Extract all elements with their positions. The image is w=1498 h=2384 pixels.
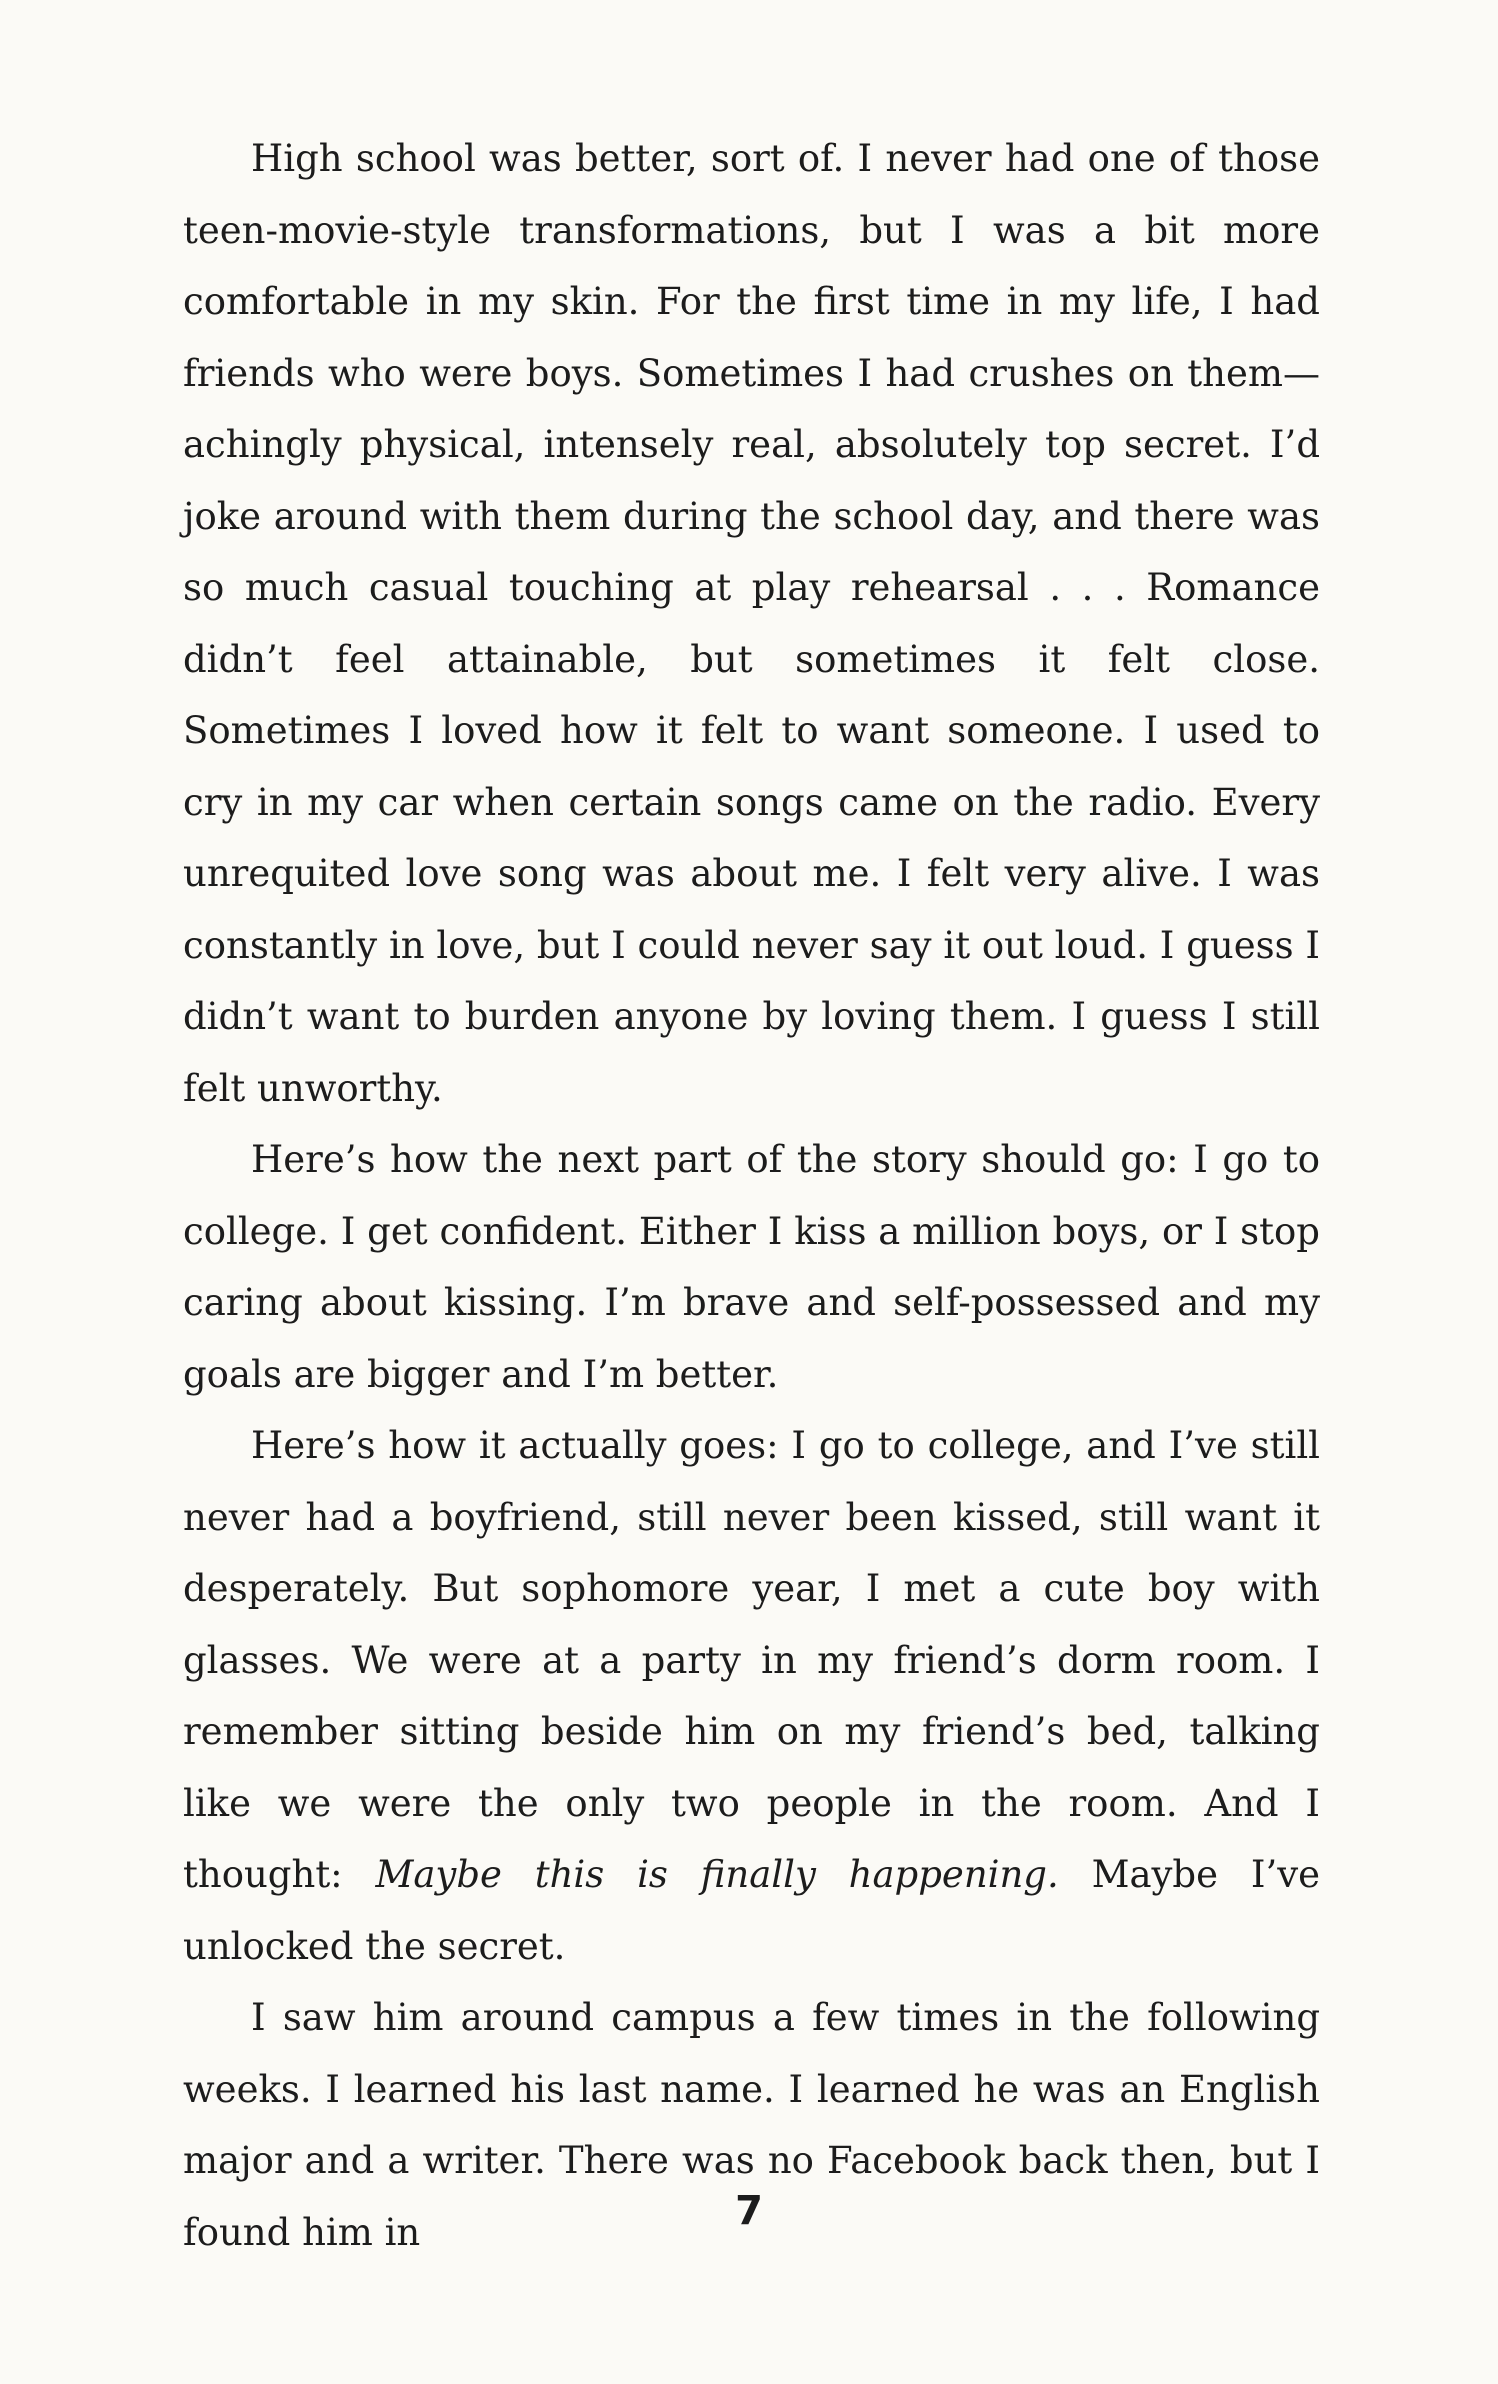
paragraph-3 — [183, 1410, 1320, 1982]
paragraph-2: Here’s how the next part of the story should go: I go to college. I get confident. Either I kiss a million boys, or I stop caring about kissing. I’m brave and self-possessed and my goals are bigger and I’m better. — [183, 1138, 1320, 1396]
paragraph-3-text-before: Here’s how it actually goes: I go to college, and I’ve still never had a boyfriend, still never been kissed, still want it desperately. But sophomore year, I met a cute boy with glasses. We were at a party in my friend’s dorm room. I remember sitting beside him on my friend’s bed, talking like we were the only two people in the room. And I thought: — [183, 1424, 1320, 1896]
paragraph-3-text-after: Maybe I’ve unlocked the secret. — [183, 1853, 1321, 1968]
page-number: 7 — [735, 2188, 763, 2234]
paragraph-1: High school was better, sort of. I never had one of those teen-movie-style transformations, but I was a bit more comfortable in my skin. For the first time in my life, I had friends who were boys. Sometimes I had crushes on them—achingly physical, intensely real, absolutely top secret. I’d joke around with them during the school day, and there was so much casual touching at play rehearsal . . . Romance didn’t feel attainable, but sometimes it felt close. Sometimes I loved how it felt to want someone. I used to cry in my car when certain songs came on the radio. Every unrequited love song was about me. I felt very alive. I was constantly in love, but I could never say it out loud. I guess I didn’t want to burden anyone by loving them. I guess I still felt unworthy. — [183, 137, 1320, 1110]
paragraph-3-italic-text: Maybe this is finally happening. — [375, 1853, 1059, 1896]
paragraph-4: I saw him around campus a few times in the following weeks. I learned his last name. I learned he was an English major and a writer. There was no Facebook back then, but I found him in — [183, 1996, 1320, 2254]
body-text — [183, 123, 1320, 2268]
